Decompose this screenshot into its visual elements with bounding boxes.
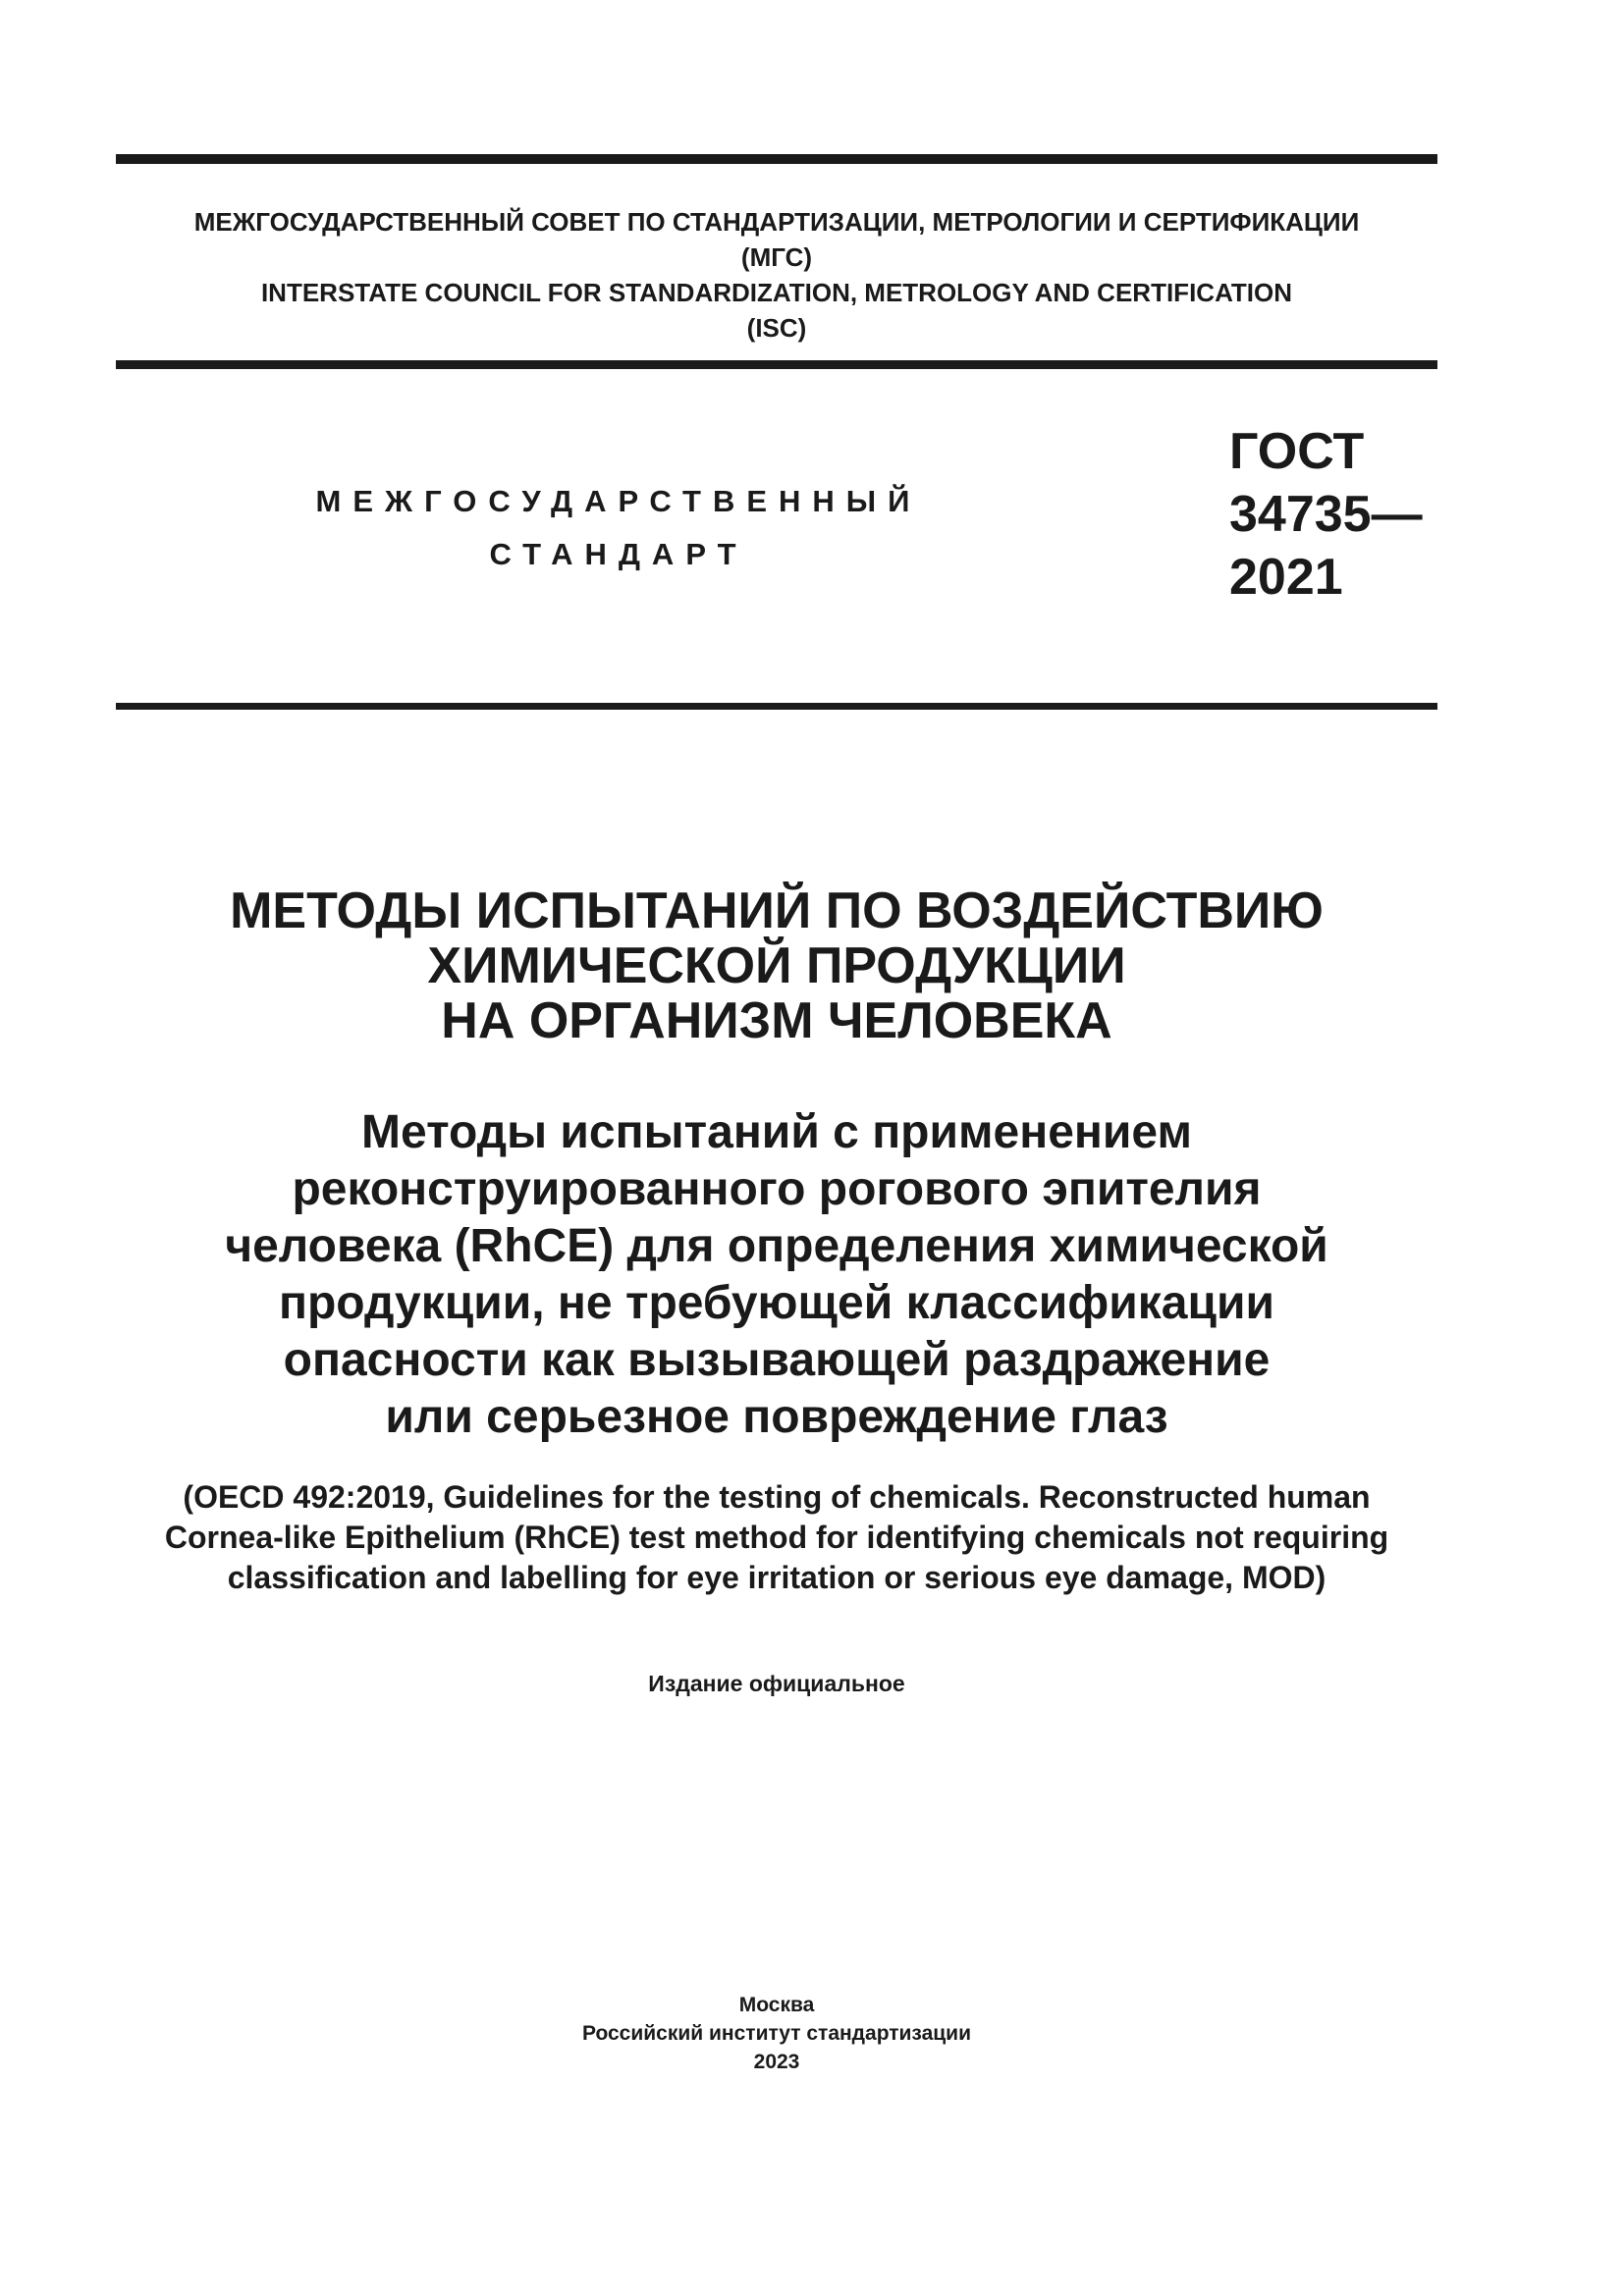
council-name-en: INTERSTATE COUNCIL FOR STANDARDIZATION, METROLOGY AND CERTIFICATION [260,278,1293,307]
council-abbr-ru: (МГС) [740,242,813,272]
sub-title-line: человека (RhCE) для определения химической [225,1220,1328,1272]
imprint-year: 2023 [753,2051,800,2073]
gost-word: ГОСТ [1229,423,1365,480]
gost-number: 34735— [1229,486,1423,543]
oecd-reference-line: classification and labelling for eye irritation or serious eye damage, MOD) [227,1560,1326,1595]
edition-label: Издание официальное [648,1671,905,1696]
oecd-reference-line: Cornea-like Epithelium (RhCE) test method for identifying chemicals not requiring [164,1520,1389,1555]
sub-title-line: Методы испытаний с применением [361,1106,1192,1158]
sub-title [116,1104,1437,1446]
council-divider-rule [116,360,1437,369]
oecd-reference-line: (OECD 492:2019, Guidelines for the testing of chemicals. Reconstructed human [183,1479,1371,1515]
standard-type-line2: СТАНДАРТ [489,537,748,571]
main-title-line: ХИМИЧЕСКОЙ ПРОДУКЦИИ [427,937,1126,994]
standard-type [255,475,982,581]
council-header [116,204,1437,346]
main-title-line: НА ОРГАНИЗМ ЧЕЛОВЕКА [441,992,1112,1049]
standard-type-line1: МЕЖГОСУДАРСТВЕННЫЙ [315,484,922,518]
council-abbr-en: (ISC) [746,313,807,343]
main-title [116,883,1437,1048]
top-rule [116,154,1437,164]
sub-title-line: реконструированного рогового эпителия [292,1163,1262,1215]
imprint-city: Москва [738,1994,815,2016]
sub-title-line: опасности как вызывающей раздражение [283,1334,1271,1386]
gost-designation [1229,420,1423,609]
main-title-line: МЕТОДЫ ИСПЫТАНИЙ ПО ВОЗДЕЙСТВИЮ [230,882,1324,939]
sub-title-line: или серьезное повреждение глаз [385,1391,1168,1443]
imprint-publisher: Российский институт стандартизации [581,2022,972,2045]
designation-divider-rule [116,703,1437,710]
oecd-reference [116,1477,1437,1598]
sub-title-line: продукции, не требующей классификации [278,1277,1275,1329]
council-name-ru: МЕЖГОСУДАРСТВЕННЫЙ СОВЕТ ПО СТАНДАРТИЗАЦИИ, МЕТРОЛОГИИ И СЕРТИФИКАЦИИ [193,207,1360,237]
gost-year: 2021 [1229,549,1343,606]
imprint [116,1991,1437,2076]
